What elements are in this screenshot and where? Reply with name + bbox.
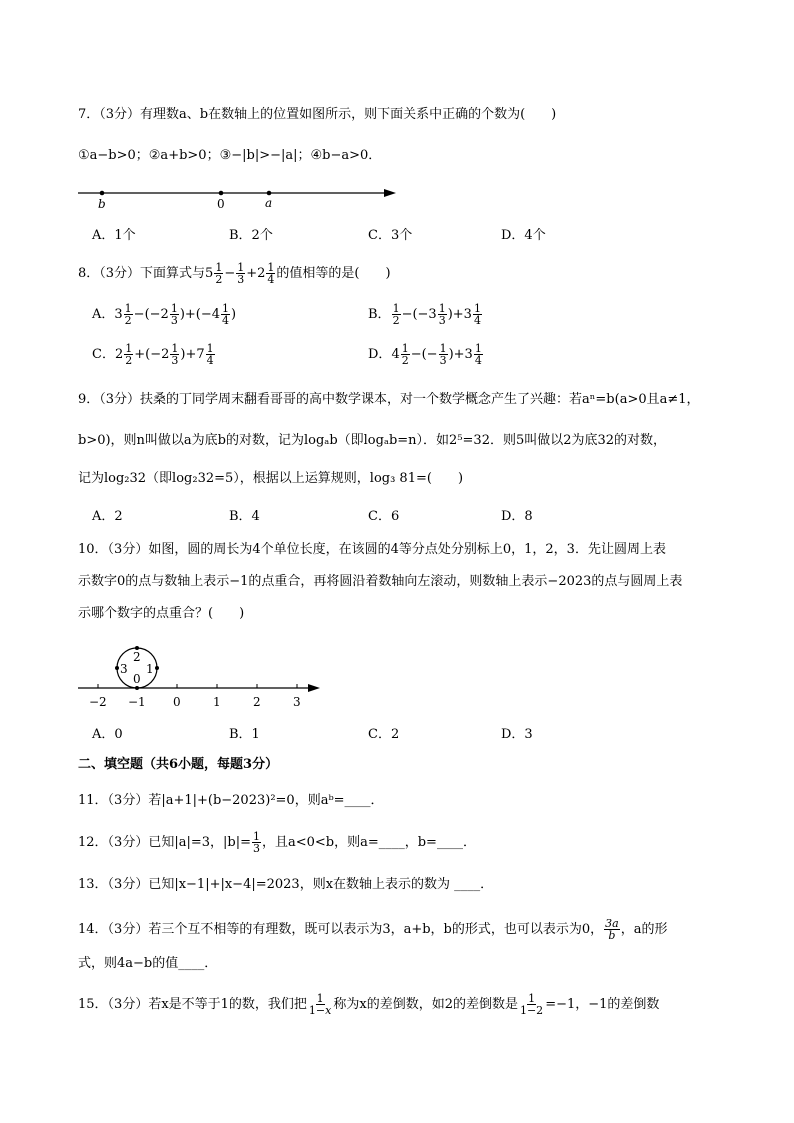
q8-stem: 8．（3分）下面算式与5 $\frac{1}{2}$ − $\frac{1}{3}$ +2 $\frac{1}{4}$ 的值相等的是( ): [78, 261, 391, 286]
q10-figure: [76, 643, 326, 713]
q7-option-d: D．4个: [501, 228, 546, 243]
q8-option-c: C．2 $\frac{1}{2}$ +(−2 $\frac{1}{3}$ )+7 $\frac{1}{4}$: [92, 342, 214, 367]
q10-option-c: C．2: [368, 727, 400, 742]
q10-option-d: D．3: [501, 727, 533, 742]
q7-option-a: A．1个: [92, 228, 136, 243]
q10-line1: 10．（3分）如图，圆的周长为4个单位长度，在该圆的4等分点处分别标上0，1，2，3．先让圆周上表: [78, 542, 666, 557]
q14-line1: 14．（3分）若三个互不相等的有理数，既可以表示为3，a+b，b的形式，也可以表示为0， $\frac{3a}{b}$ ，a的形: [78, 917, 668, 942]
q7-option-b: B．2个: [229, 228, 273, 243]
q10-circle-label-left: 3: [120, 662, 128, 676]
q12: 12．（3分）已知|a|=3，|b|= $\frac{1}{3}$ ，且a<0<b，则a=____，b=____．: [78, 830, 476, 855]
q9-line2: b>0)，则n叫做以a为底b的对数，记为logₐb（即logₐb=n）．如2⁵=32．则5叫做以2为底32的对数，: [78, 433, 667, 448]
q7-relations: ①a−b>0；②a+b>0；③−|b|>−|a|；④b−a>0．: [78, 148, 382, 163]
q10-tick-neg2: −2: [89, 695, 107, 709]
q11: 11．（3分）若|a+1|+(b−2023)²=0，则aᵇ=____．: [78, 793, 384, 808]
q8-prefix: 8．（3分）下面算式与: [78, 266, 206, 281]
q9-option-d: D．8: [501, 509, 533, 524]
q15: 15．（3分）若x是不等于1的数，我们把 $\frac{1}{1-x}$ 称为x的差倒数，如2的差倒数是 $\frac{1}{1-2}$ =−1，−1的差倒数: [78, 992, 660, 1017]
section-heading-fill-in: 二、填空题（共6小题，每题3分）: [78, 757, 279, 772]
q14-line2: 式，则4a−b的值____．: [78, 956, 218, 971]
q10-option-a: A．0: [92, 727, 123, 742]
q10-circle-label-right: 1: [146, 662, 154, 676]
q7-label-b: b: [98, 197, 106, 211]
q8-option-b: B． $\frac{1}{2}$ −(−3 $\frac{1}{3}$ )+3 $\frac{1}{4}$: [368, 302, 481, 327]
q9-option-a: A．2: [92, 509, 123, 524]
q7-label-zero: 0: [217, 197, 225, 211]
q7-number-line: [76, 184, 406, 212]
q13: 13．（3分）已知|x−1|+|x−4|=2023，则x在数轴上表示的数为 ____．: [78, 877, 494, 892]
q8-option-d: D．4 $\frac{1}{2}$ −(− $\frac{1}{3}$ )+3 $\frac{1}{4}$: [368, 342, 482, 367]
q10-tick-2: 2: [253, 695, 261, 709]
q9-option-b: B．4: [229, 509, 260, 524]
q7-label-a: a: [265, 196, 273, 210]
q10-line3: 示哪个数字的点重合？( ): [78, 606, 245, 621]
q10-circle-label-bottom: 0: [133, 672, 141, 686]
q9-line3: 记为log₂32（即log₂32=5），根据以上运算规则，log₃ 81=( ): [78, 471, 464, 486]
q7-option-c: C．3个: [368, 228, 413, 243]
q10-tick-1: 1: [213, 695, 221, 709]
q9-option-c: C．6: [368, 509, 400, 524]
q10-tick-3: 3: [293, 695, 301, 709]
q10-circle-label-top: 2: [133, 650, 141, 664]
q8-suffix: 的值相等的是( ): [276, 266, 391, 281]
q10-line2: 示数字0的点与数轴上表示−1的点重合，再将圆沿着数轴向左滚动，则数轴上表示−2023的点与圆周上表: [78, 574, 683, 589]
q10-tick-0: 0: [173, 695, 181, 709]
q7-stem: 7．（3分）有理数a、b在数轴上的位置如图所示，则下面关系中正确的个数为( ): [78, 107, 557, 122]
q8-option-a: A．3 $\frac{1}{2}$ −(−2 $\frac{1}{3}$ )+(−4 $\frac{1}{4}$ ): [92, 302, 237, 327]
q10-option-b: B．1: [229, 727, 260, 742]
q10-tick-neg1: −1: [128, 695, 146, 709]
q9-line1: 9．（3分）扶桑的丁同学周末翻看哥哥的高中数学课本，对一个数学概念产生了兴趣：若aⁿ=b(a>0且a≠1，: [78, 392, 700, 407]
